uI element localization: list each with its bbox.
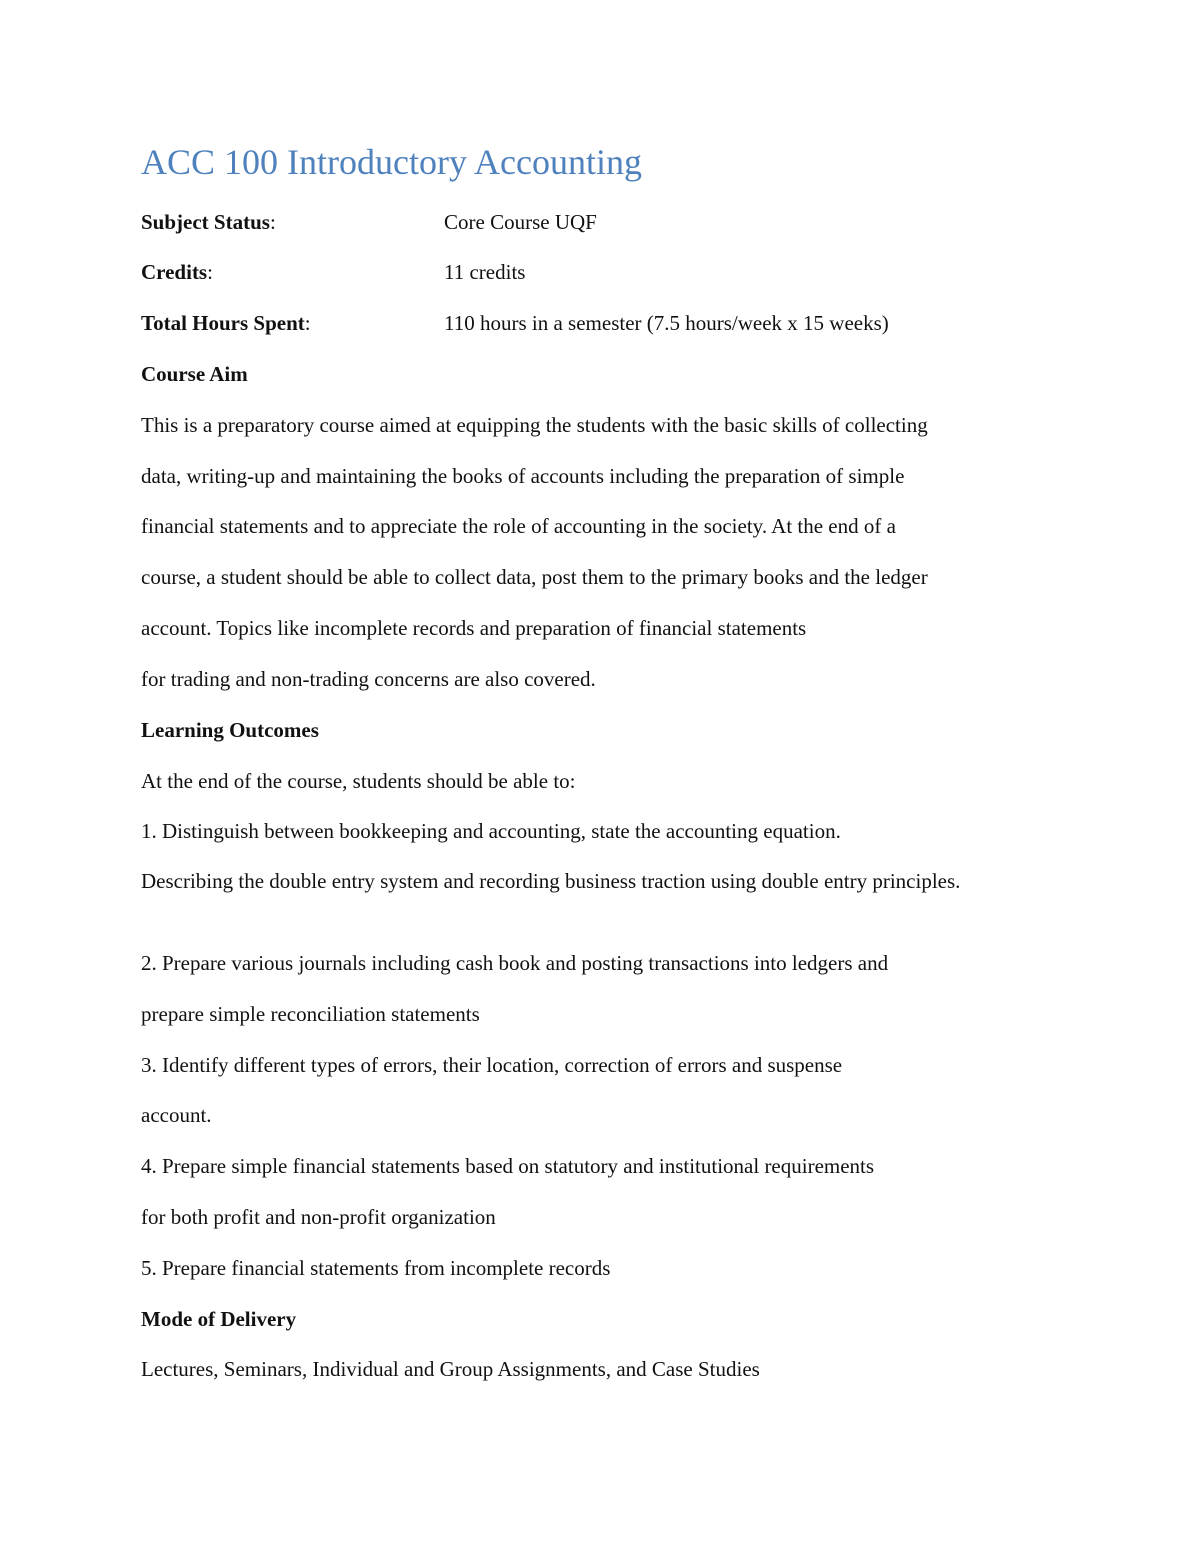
course-aim-heading: Course Aim: [141, 362, 248, 386]
outcome-item-4-cont: for both profit and non-profit organization: [141, 1205, 496, 1229]
outcome-item-1-detail: Describing the double entry system and recording business traction using double entry principles.: [141, 869, 961, 893]
outcome-item-1: 1. Distinguish between bookkeeping and accounting, state the accounting equation.: [141, 819, 841, 843]
learning-outcomes-heading: Learning Outcomes: [141, 718, 319, 742]
meta-value: 11 credits: [444, 260, 526, 284]
outcome-item-2-cont: prepare simple reconciliation statements: [141, 1002, 480, 1026]
meta-value: 110 hours in a semester (7.5 hours/week x 15 weeks): [444, 311, 889, 335]
meta-label: Credits:: [141, 260, 213, 284]
course-aim-line: account. Topics like incomplete records and preparation of financial statements: [141, 616, 807, 640]
outcome-item-5: 5. Prepare financial statements from incomplete records: [141, 1256, 611, 1280]
meta-label: Total Hours Spent:: [141, 311, 311, 335]
course-aim-line: financial statements and to appreciate the role of accounting in the society. At the end of a: [141, 514, 896, 538]
course-aim-line: course, a student should be able to collect data, post them to the primary books and the ledger: [141, 565, 928, 589]
learning-outcomes-intro: At the end of the course, students should be able to:: [141, 769, 576, 793]
outcome-item-4: 4. Prepare simple financial statements based on statutory and institutional requirements: [141, 1154, 875, 1178]
course-aim-line: This is a preparatory course aimed at equipping the students with the basic skills of collecting: [141, 413, 928, 437]
document-title: ACC 100 Introductory Accounting: [141, 142, 642, 182]
meta-label: Subject Status:: [141, 210, 276, 234]
delivery-heading: Mode of Delivery: [141, 1307, 297, 1331]
delivery-text: Lectures, Seminars, Individual and Group Assignments, and Case Studies: [141, 1357, 760, 1381]
course-aim-line: data, writing-up and maintaining the books of accounts including the preparation of simple: [141, 464, 905, 488]
document-body: [141, 138, 1058, 1381]
outcome-item-3-cont: account.: [141, 1103, 212, 1127]
outcome-item-3: 3. Identify different types of errors, their location, correction of errors and suspense: [141, 1053, 843, 1077]
course-aim-line: for trading and non-trading concerns are also covered.: [141, 667, 596, 691]
meta-value: Core Course UQF: [444, 210, 597, 234]
outcome-item-2: 2. Prepare various journals including cash book and posting transactions into ledgers and: [141, 951, 889, 975]
